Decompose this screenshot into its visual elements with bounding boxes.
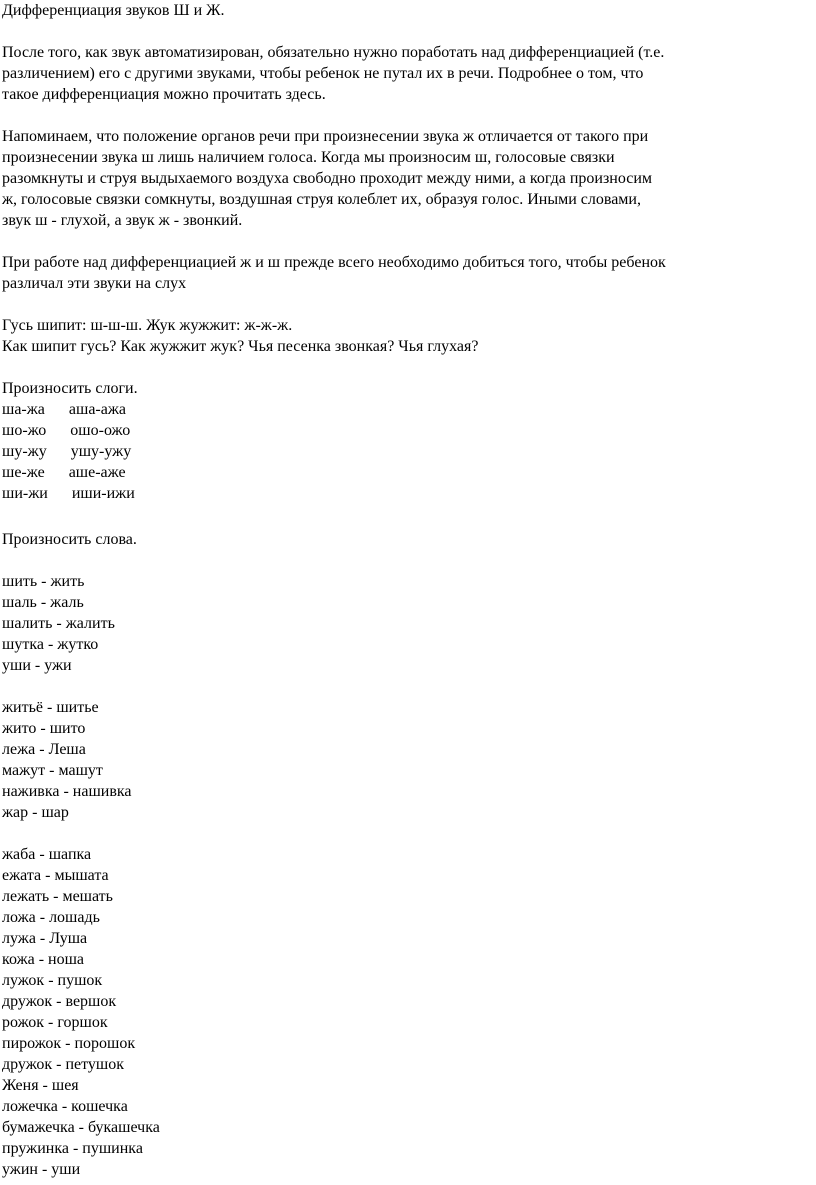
word-pair: Женя - шея [2,1077,79,1094]
word-pair: уши - ужи [2,657,72,674]
word-pair: дружок - вершок [2,993,117,1010]
syllable-row: шо-жо ошо-ожо [2,422,131,439]
word-pair: ложа - лошадь [2,909,100,926]
paragraph-line: различением) его с другими звуками, чтобы ребенок не путал их в речи. Подробнее о том, что [2,65,644,82]
word-pair: кожа - ноша [2,951,85,968]
paragraph-line: разомкнуты и струя выдыхаемого воздуха свободно проходит между ними, а когда произносим [2,170,653,187]
paragraph-line: произнесении звука ш лишь наличием голоса. Когда мы произносим ш, голосовые связки [2,149,615,166]
word-pair: наживка - нашивка [2,783,132,800]
word-pair: жар - шар [2,804,69,821]
paragraph-line: Гусь шипит: ш-ш-ш. Жук жужжит: ж-ж-ж. [2,317,293,334]
paragraph-line: ж, голосовые связки сомкнуты, воздушная струя колеблет их, образуя голос. Иными словами, [2,191,641,208]
word-pair: лежа - Леша [2,741,86,758]
syllable-row: ши-жи иши-ижи [2,485,135,502]
word-pair: жаба - шапка [2,846,92,863]
word-pair: дружок - петушок [2,1056,125,1073]
syllable-row: шу-жу ушу-ужу [2,443,132,460]
word-pair: ежата - мышата [2,867,109,884]
syllable-row: ша-жа аша-ажа [2,401,127,418]
document-title: Дифференциация звуков Ш и Ж. [2,2,225,19]
word-pair: пружинка - пушинка [2,1140,143,1157]
word-pair: шутка - жутко [2,636,99,653]
paragraph-line: различал эти звуки на слух [2,275,187,292]
word-pair: лежать - мешать [2,888,113,905]
word-pair: шалить - жалить [2,615,115,632]
word-pair: лужа - Луша [2,930,88,947]
word-pair: лужок - пушок [2,972,103,989]
paragraph-line: Напоминаем, что положение органов речи при произнесении звука ж отличается от такого при [2,128,649,145]
paragraph-line: При работе над дифференциацией ж и ш прежде всего необходимо добиться того, чтобы ребенок [2,254,666,271]
word-pair: жито - шито [2,720,86,737]
word-pair: шить - жить [2,573,85,590]
word-pair: шаль - жаль [2,594,84,611]
syllable-row: ше-же аше-аже [2,464,126,481]
word-pair: житьё - шитье [2,699,99,716]
paragraph-line: После того, как звук автоматизирован, обязательно нужно поработать над дифференциацией (т.е. [2,44,665,61]
words-heading: Произносить слова. [2,531,137,548]
word-pair: рожок - горшок [2,1014,108,1031]
word-pair: ужин - уши [2,1161,81,1178]
word-pair: мажут - машут [2,762,103,779]
word-pair: пирожок - порошок [2,1035,136,1052]
paragraph-line: звук ш - глухой, а звук ж - звонкий. [2,212,243,229]
syllables-heading: Произносить слоги. [2,380,138,397]
word-pair: ложечка - кошечка [2,1098,128,1115]
word-pair: бумажечка - букашечка [2,1119,160,1136]
paragraph-line: такое дифференциация можно прочитать здесь. [2,86,326,103]
paragraph-line: Как шипит гусь? Как жужжит жук? Чья песенка звонкая? Чья глухая? [2,338,479,355]
